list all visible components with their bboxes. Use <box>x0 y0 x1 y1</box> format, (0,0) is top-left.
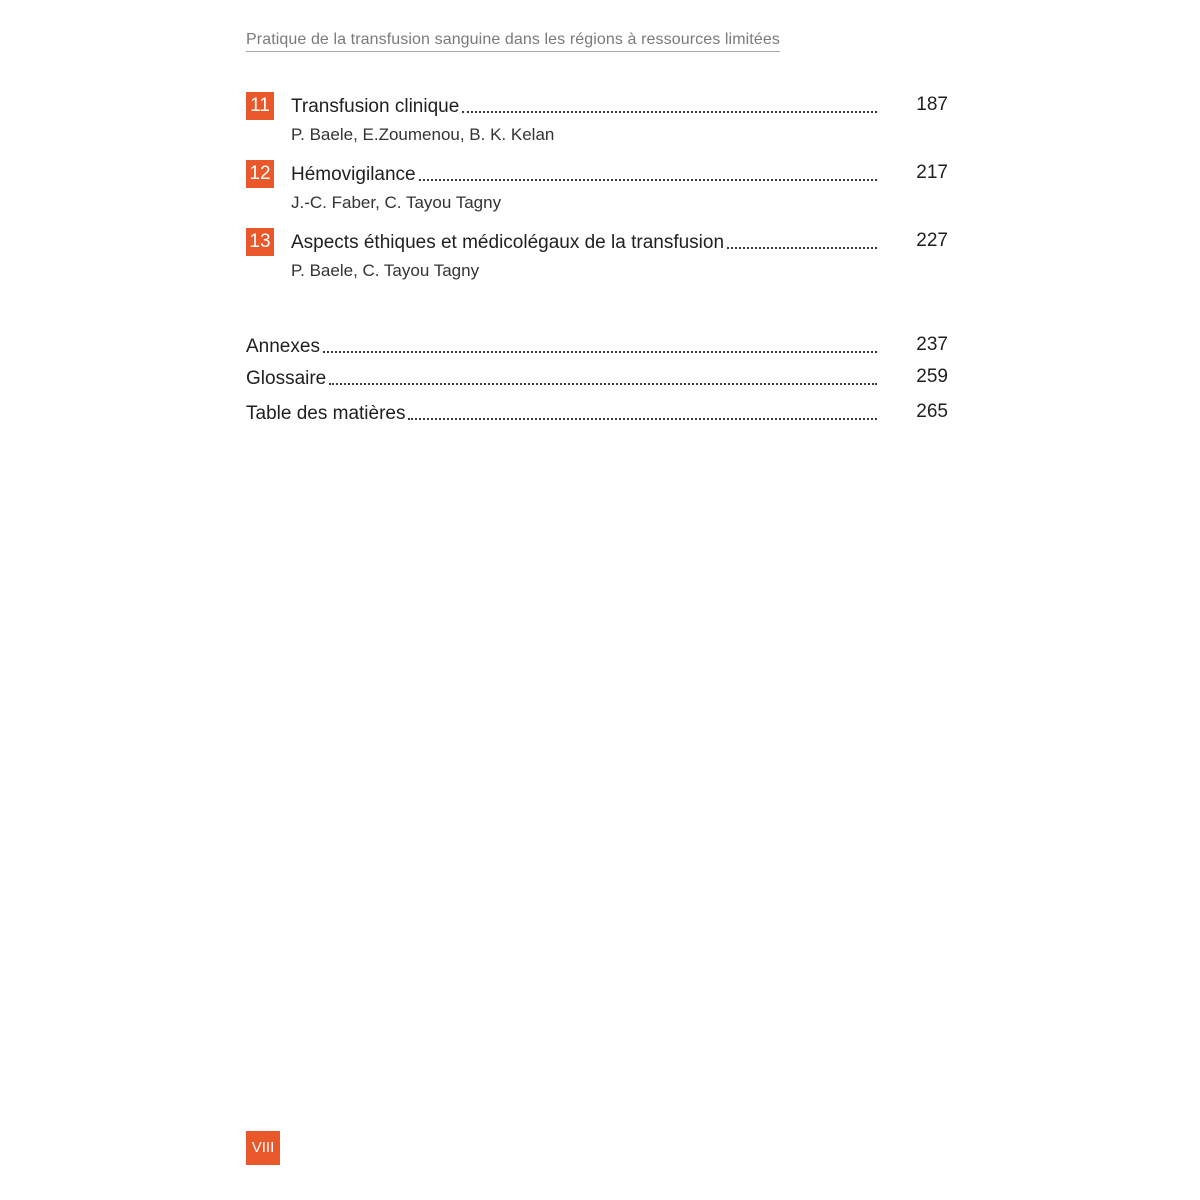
chapter-authors: J.-C. Faber, C. Tayou Tagny <box>291 193 502 212</box>
chapter-title: Hémovigilance <box>291 164 416 185</box>
chapter-number-badge: 12 <box>246 160 274 188</box>
page-number: 217 <box>916 162 948 183</box>
toc-entry-line <box>291 161 883 187</box>
toc-entry-line <box>291 93 883 119</box>
dot-leader <box>408 418 877 420</box>
chapter-authors: P. Baele, C. Tayou Tagny <box>291 261 480 280</box>
dot-leader <box>329 383 877 385</box>
chapter-number-badge: 13 <box>246 228 274 256</box>
back-matter-title: Annexes <box>246 336 320 357</box>
chapter-title: Transfusion clinique <box>291 96 460 117</box>
page-number: 227 <box>916 230 948 251</box>
chapter-number-badge: 11 <box>246 92 274 120</box>
page-number: 237 <box>916 334 948 355</box>
chapter-title: Aspects éthiques et médicolégaux de la transfusion <box>291 232 725 253</box>
running-head: Pratique de la transfusion sanguine dans les régions à ressources limitées <box>246 31 780 52</box>
back-matter-title: Glossaire <box>246 368 327 389</box>
chapter-authors: P. Baele, E.Zoumenou, B. K. Kelan <box>291 125 555 144</box>
dot-leader <box>462 111 877 113</box>
toc-entry-line <box>246 333 883 359</box>
page-number: 187 <box>916 94 948 115</box>
page-folio-badge: VIII <box>246 1131 280 1165</box>
dot-leader <box>727 247 877 249</box>
toc-entry-line <box>246 400 883 426</box>
toc-entry-line <box>291 229 883 255</box>
dot-leader <box>419 179 877 181</box>
page-number: 265 <box>916 401 948 422</box>
toc-entry-line <box>246 365 883 391</box>
dot-leader <box>323 351 877 353</box>
back-matter-title: Table des matières <box>246 403 406 424</box>
page-number: 259 <box>916 366 948 387</box>
